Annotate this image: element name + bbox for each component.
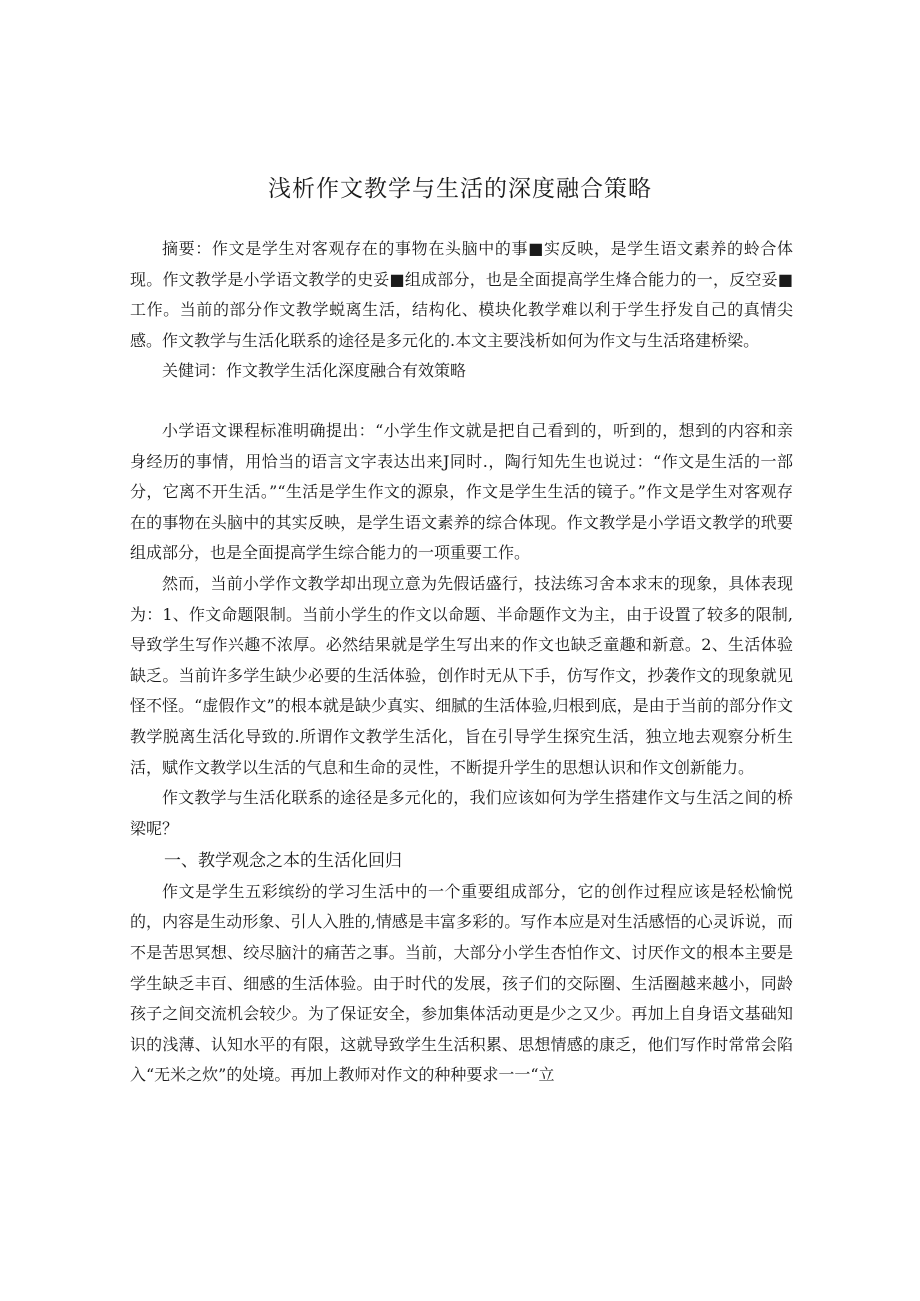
abstract-paragraph: 摘要：作文是学生对客观存在的事物在头脑中的事■实反映，是学生语文素养的蛉合体现。作文教学是小学语文教学的史妥■组成部分，也是全面提高学生烽合能力的一，反空妥■工作。当前的部分作文教学蜕离生活，结构化、模块化教学难以利于学生抒发自己的真情尖感。作文教学与生活化联系的途径是多元化的.本文主要浅析如何为作文与生活珞建桥梁。 [130,239,793,350]
body-paragraph: 然而，当前小学作文教学却出现立意为先假话盛行，技法练习舍本求末的现象，具体表现为：1、作文命题限制。当前小学生的作文以命题、半命题作文为主，由于设置了较多的限制,导致学生写作兴趣不浓厚。必然结果就是学生写出来的作文也缺乏童趣和新意。2、生活体验缺乏。当前许多学生缺少必要的生活体验，创作时无从下手，仿写作文，抄袭作文的现象就见怪不怪。“虚假作文”的根本就是缺少真实、细腻的生活体验,归根到底，是由于当前的部分作文教学脱离生活化导致的.所谓作文教学生活化，旨在引导学生探究生活，独立地去观察分析生活，赋作文教学以生活的气息和生命的灵性，不断提升学生的思想认识和作文创新能力。 [130,573,793,777]
document-body [130,234,793,1091]
section-spacer [130,387,793,416]
body-paragraph: 小学语文课程标准明确提出：“小学生作文就是把自己看到的，听到的，想到的内容和亲身经历的事情，用恰当的语言文字表达出来J同时.，陶行知先生也说过：“作文是生活的一部分，它离不开生活。”“生活是学生作文的源泉，作文是学生生活的镜子。”作文是学生对客观存在的事物在头脑中的其实反映，是学生语文素养的综合体现。作文教学是小学语文教学的玳要组成部分，也是全面提高学生综合能力的一项重要工作。 [130,420,793,563]
document-title: 浅析作文教学与生活的深度融合策略 [268,176,652,202]
section-heading: 一、教学观念之本的生活化回归 [164,851,402,872]
keywords-line: 关健词：作文教学生活化深度融合有效策略 [162,361,467,381]
section-paragraph: 作文是学生五彩缤纷的学习生活中的一个重要组成部分，它的创作过程应该是轻松愉悦的，内容是生动形象、引人入胜的,情感是丰富多彩的。写作本应是对生活感悟的心灵诉说，而不是苦思冥想、绞尽脑汁的痛苦之事。当前，大部分小学生杏怕作文、讨厌作文的根本主要是学生缺乏丰百、细感的生活体验。由于时代的发展，孩子们的交际圈、生活圈越来越小，同龄孩子之间交流机会较少。为了保证安全，参加集体活动更是少之又少。再加上自身语文基础知识的浅薄、认知水平的有限，这就导致学生生活积累、思想情感的康乏，他们写作时常常会陷入“无米之炊”的处境。再加上教师对作文的种种要求一一“立 [130,881,793,1085]
body-paragraph: 作文教学与生活化联系的途径是多元化的，我们应该如何为学生搭建作文与生活之间的桥梁呢？ [130,788,793,838]
